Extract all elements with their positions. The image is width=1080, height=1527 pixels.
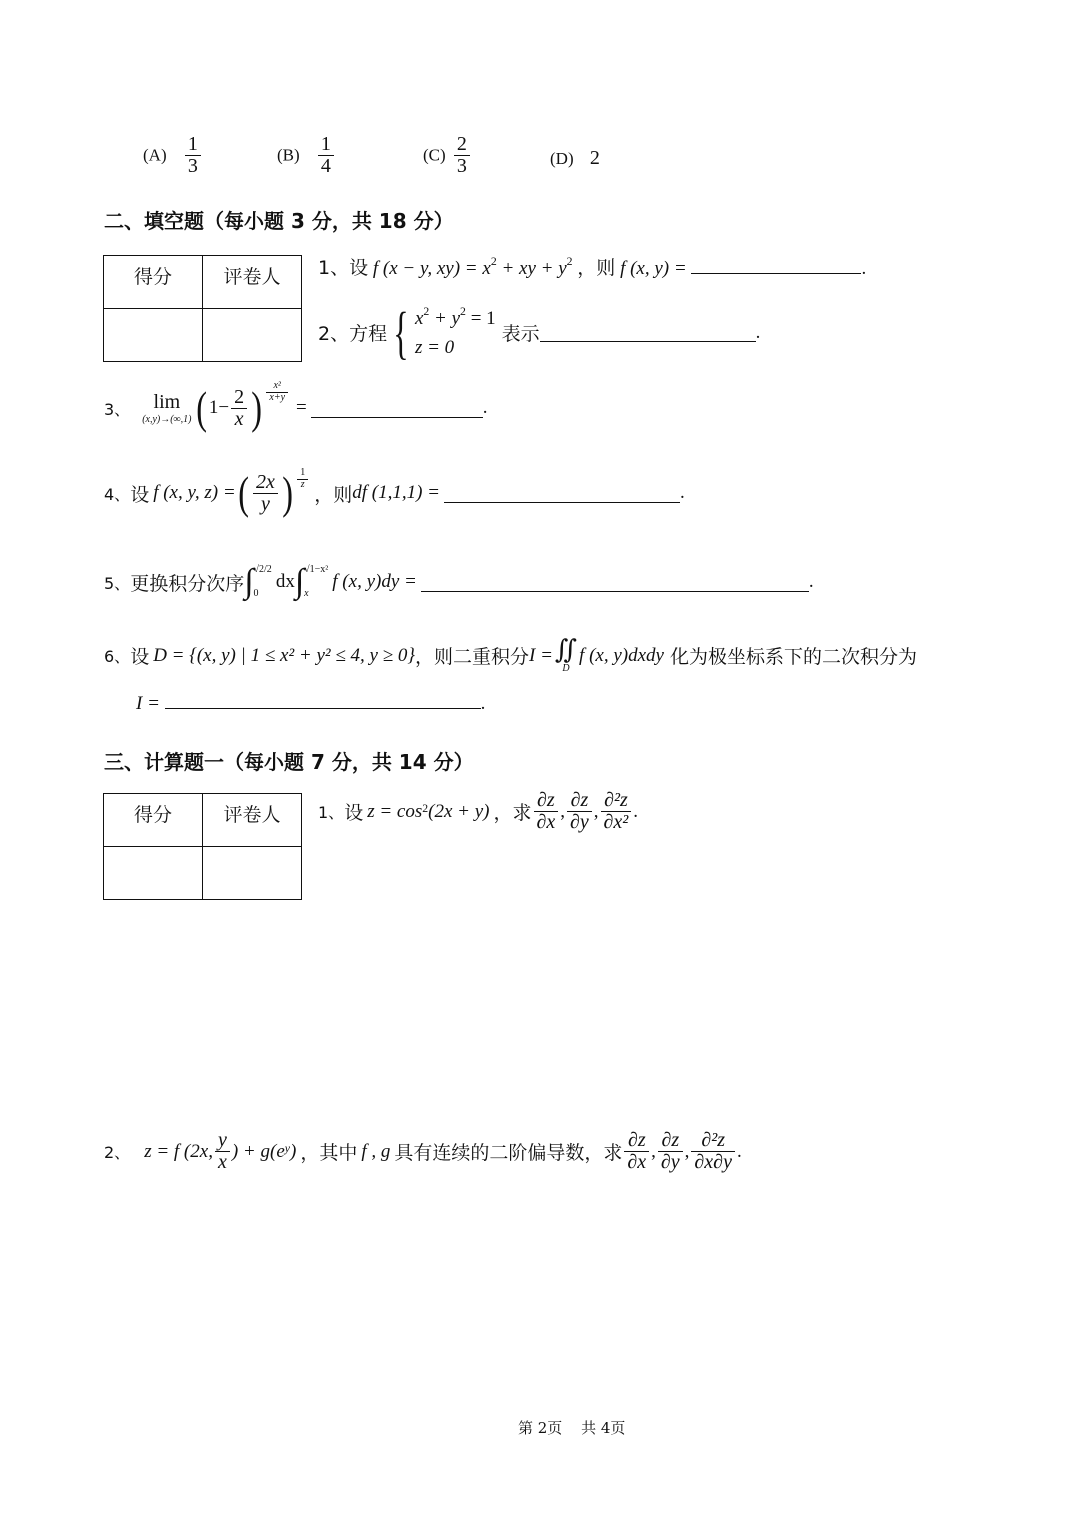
option-c-fraction: $\frac{2}{3}$ [454,134,470,177]
option-b [277,134,336,177]
option-d-label: (D) [550,149,574,168]
grader-header: 评卷人 [203,794,302,847]
section3-heading: 三、计算题一（每小题 7 分，共 14 分） [104,750,474,774]
option-d [550,147,600,170]
option-d-value: 2 [589,147,600,169]
section3-score-table [103,793,302,900]
exponent-fraction: $\frac{\text{x²}}{x+y}$ [266,381,288,403]
q3-answer-blank[interactable] [311,399,483,418]
outer-limits: √2/2 0 [253,564,272,599]
dz-dx: $\frac{\partial z}{\partial x}$ [534,790,559,833]
q2-answer-blank[interactable] [540,323,756,342]
section2-question-4: 4、 设 f (x, y, z) = ( $\frac{2x}{y}$ ) $\frac{1}{z}$ ，则 df (1,1,1) = . [104,467,685,518]
integral-sign-inner: ∫ [294,563,305,600]
section2-question-6-line2: I = . [136,690,485,715]
q5-answer-blank[interactable] [421,573,809,592]
option-a-label: (A) [143,145,167,165]
exponent-one-over-z: $\frac{1}{z}$ [297,468,308,490]
double-integral: ∬ D [554,635,578,674]
score-cell[interactable] [104,309,203,362]
q1-answer-blank[interactable] [691,255,861,274]
section2-question-5: 5、 更换积分次序 ∫ √2/2 0 dx ∫ √1−x² x f (x, y)dy = . [104,563,814,600]
score-header: 得分 [104,256,203,309]
option-c-label: (C) [423,145,446,165]
page-total: 共 4页 [581,1419,626,1437]
limit-operator: lim (x,y)→(∞,1) [142,391,192,425]
inner-limits: √1−x² x [304,564,329,599]
option-b-label: (B) [277,145,300,165]
option-a-fraction: $\frac{1}{3}$ [185,134,201,177]
q4-answer-blank[interactable] [444,484,680,503]
score-cell[interactable] [104,847,203,900]
left-brace: { [393,299,409,365]
option-a [143,134,203,177]
dz-dy: $\frac{\partial z}{\partial y}$ [658,1130,683,1173]
q6-answer-blank[interactable] [165,690,481,709]
dz-dx: $\frac{\partial z}{\partial x}$ [624,1130,649,1173]
equation-system: $x^2 + y^2 = 1$ z = 0 [414,305,496,359]
grader-header: 评卷人 [203,256,302,309]
grader-cell[interactable] [203,309,302,362]
grader-cell[interactable] [203,847,302,900]
section2-question-2: 2、 方程 { $x^2 + y^2 = 1$ z = 0 表示 . [318,299,761,365]
y-over-x: $\frac{y}{x}$ [215,1130,230,1173]
section2-question-6: 6、 设 D = {(x, y) | 1 ≤ x² + y² ≤ 4, y ≥ 0} ，则二重积分 I = ∬ D f (x, y)dxdy 化为极坐标系下的二次积分为 [104,635,917,674]
option-b-fraction: $\frac{1}{4}$ [318,134,334,177]
two-over-x: $\frac{2}{x}$ [231,387,247,430]
integral-sign-outer: ∫ [244,563,254,600]
score-header: 得分 [104,794,203,847]
section3-question-2: 2、 z = f (2x, $\frac{y}{x}$ ) + g(e y ) ，其中 f , g 具有连续的二阶偏导数，求 $\frac{\partial z}{\partial x}$ , $\frac{\partial z}{\partial y}$ , $\frac{\text{∂²z}}{\partial x\partial y}$ . [104,1129,742,1173]
d2z-dxdy: $\frac{\text{∂²z}}{\partial x\partial y}$ [691,1130,735,1173]
section2-question-1: 1、设 f (x − y, $xy) = x^2$ + xy + $y^2$ ，则 f (x, y) = . [318,255,867,279]
section2-score-table [103,255,302,362]
d2z-dx2: $\frac{\text{∂²z}}{\text{∂x²}}$ [601,790,632,833]
page-number: 第 2页 [518,1419,563,1437]
section2-heading: 二、填空题（每小题 3 分，共 18 分） [104,209,454,233]
page-footer [518,1417,625,1438]
section3-question-1: 1、 设 z = cos 2 (2x + y) ，求 $\frac{\partial z}{\partial x}$ , $\frac{\partial z}{\partial y}$ , $\frac{\text{∂²z}}{\text{∂x²}}$ . [318,789,639,833]
section2-question-3: 3、 lim (x,y)→(∞,1) ( 1− $\frac{2}{x}$ ) $\frac{\text{x²}}{x+y}$ = . [104,380,488,433]
option-c [423,134,472,177]
dz-dy: $\frac{\partial z}{\partial y}$ [567,790,592,833]
two-x-over-y: $\frac{2x}{y}$ [253,472,278,515]
